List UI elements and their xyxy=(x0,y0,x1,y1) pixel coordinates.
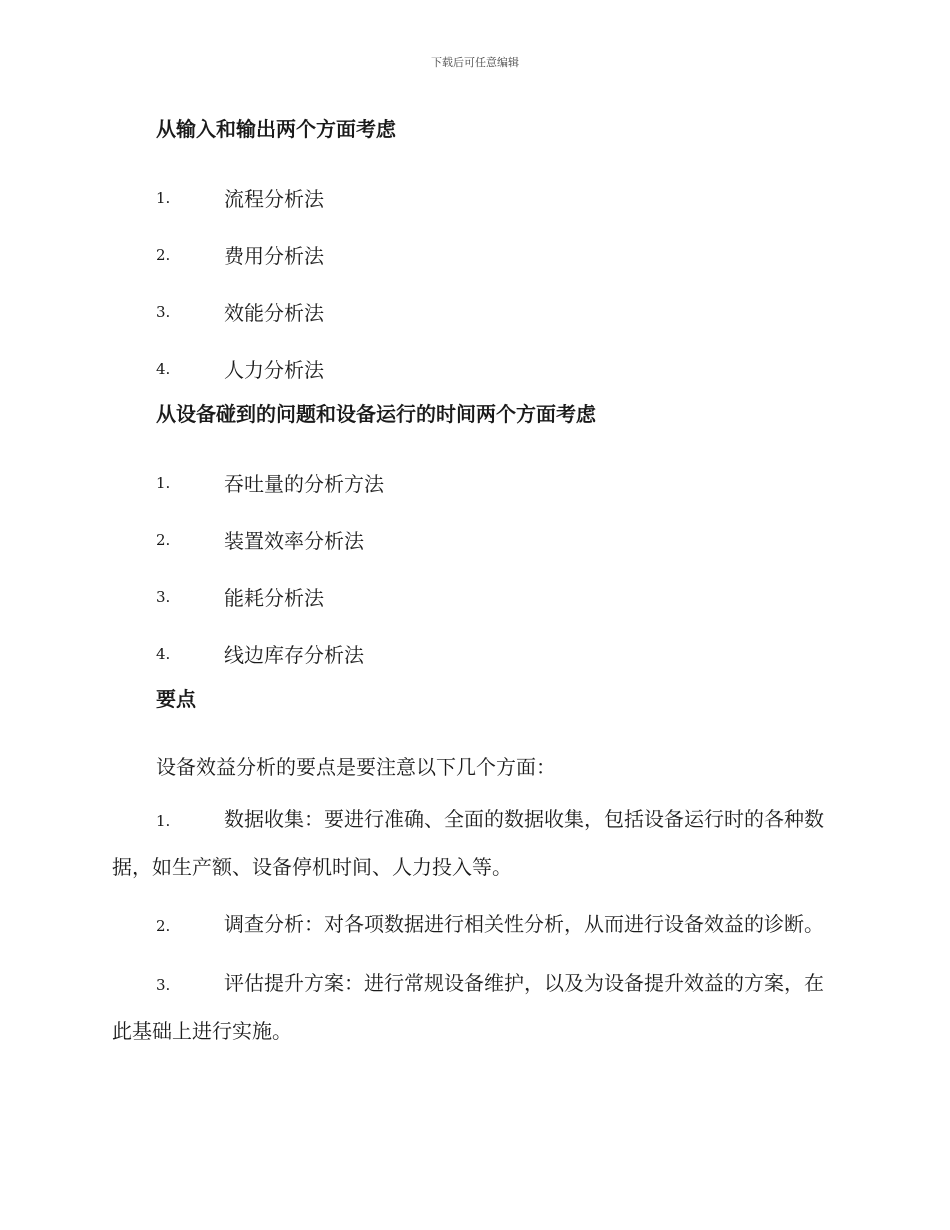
list-text: 线边库存分析法 xyxy=(224,643,364,667)
point-text: 调查分析：对各项数据进行相关性分析，从而进行设备效益的诊断。 xyxy=(224,912,824,936)
point-number: 2. xyxy=(156,917,171,935)
list-text: 吞吐量的分析方法 xyxy=(224,472,384,496)
header-note: 下载后可任意编辑 xyxy=(431,56,519,69)
list-number: 2. xyxy=(156,245,171,264)
point-paragraph xyxy=(112,960,837,1054)
list-number: 1. xyxy=(156,473,171,492)
section2-list xyxy=(112,454,837,682)
list-number: 1. xyxy=(156,188,171,207)
list-text: 费用分析法 xyxy=(224,244,324,268)
list-item xyxy=(112,511,837,568)
section1-title: 从输入和输出两个方面考虑 xyxy=(156,117,396,141)
list-text: 装置效率分析法 xyxy=(224,529,364,553)
list-text: 人力分析法 xyxy=(224,358,324,382)
list-number: 3. xyxy=(156,302,171,321)
list-text: 流程分析法 xyxy=(224,187,324,211)
point-number: 3. xyxy=(156,976,171,994)
list-number: 3. xyxy=(156,587,171,606)
section3-points xyxy=(112,796,837,1054)
list-number: 4. xyxy=(156,359,171,378)
list-item xyxy=(112,625,837,682)
point-paragraph xyxy=(112,796,837,890)
list-text: 效能分析法 xyxy=(224,301,324,325)
list-item xyxy=(112,283,837,340)
section1-list xyxy=(112,169,837,397)
list-item xyxy=(112,169,837,226)
list-item xyxy=(112,340,837,397)
point-number: 1. xyxy=(156,812,171,830)
section3-intro: 设备效益分析的要点是要注意以下几个方面： xyxy=(156,755,556,779)
list-number: 4. xyxy=(156,644,171,663)
section3-title: 要点 xyxy=(156,687,196,711)
list-text: 能耗分析法 xyxy=(224,586,324,610)
list-number: 2. xyxy=(156,530,171,549)
point-text: 数据收集：要进行准确、全面的数据收集，包括设备运行时的各种数据，如生产额、设备停机时间、人力投入等。 xyxy=(112,807,824,879)
list-item xyxy=(112,454,837,511)
point-paragraph xyxy=(112,901,837,949)
list-item xyxy=(112,226,837,283)
point-text: 评估提升方案：进行常规设备维护，以及为设备提升效益的方案，在此基础上进行实施。 xyxy=(112,971,824,1043)
list-item xyxy=(112,568,837,625)
document-body xyxy=(112,112,837,1065)
section2-title: 从设备碰到的问题和设备运行的时间两个方面考虑 xyxy=(156,402,596,426)
